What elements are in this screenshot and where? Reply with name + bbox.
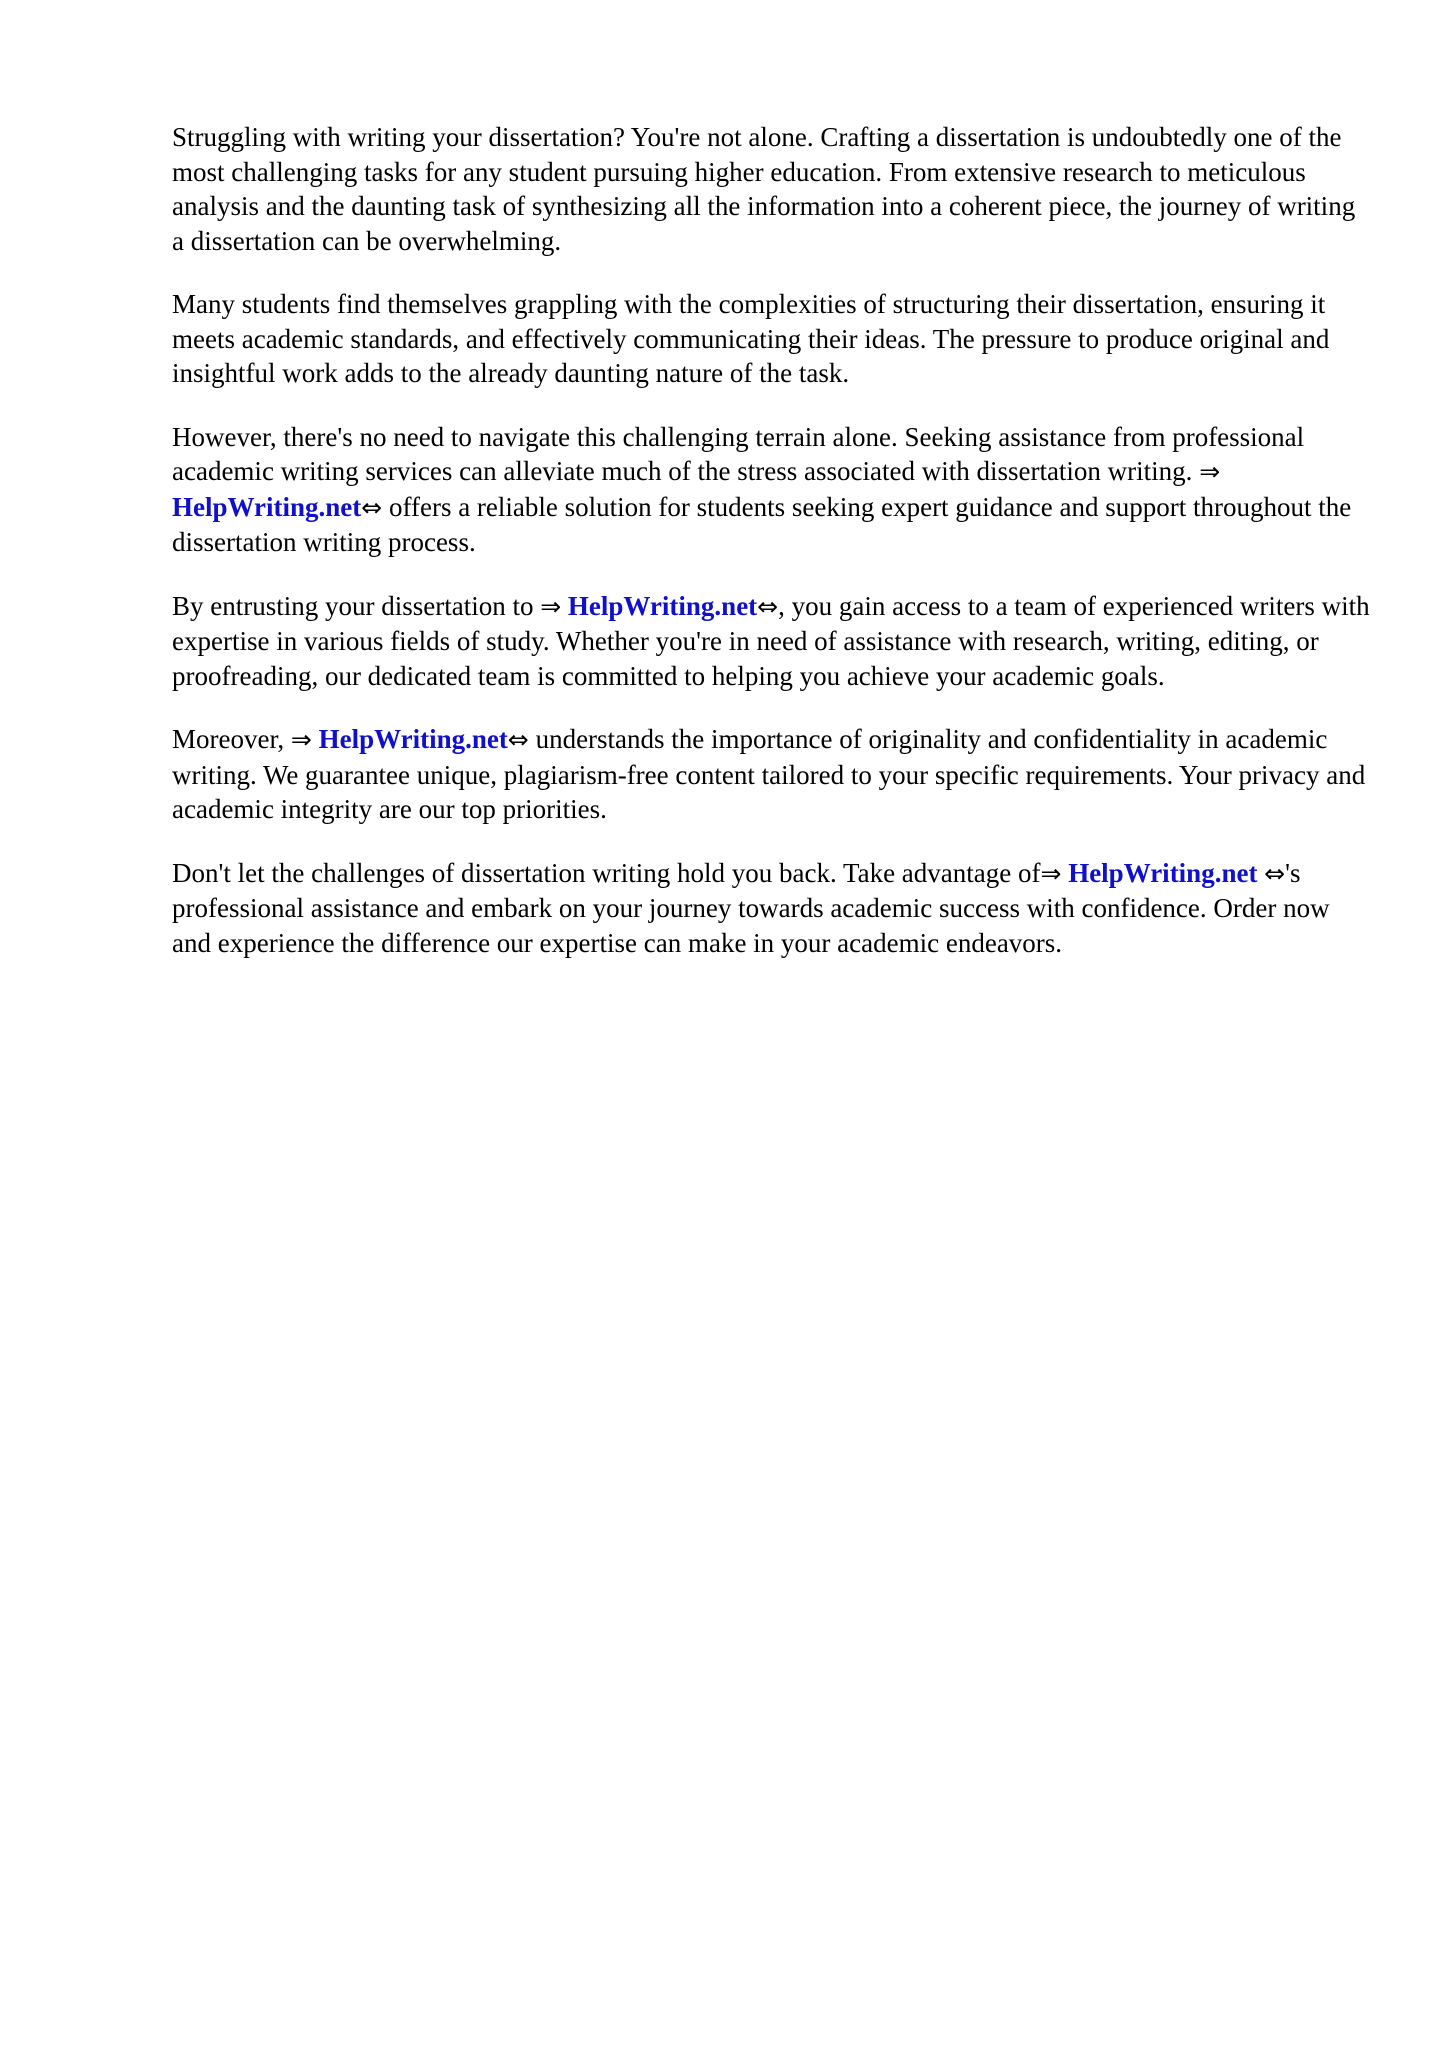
paragraph-originality-text-before: Moreover, bbox=[172, 724, 285, 754]
document-page bbox=[172, 120, 1372, 989]
paragraph-originality-text-after: understands the importance of originality and confidentiality in academic writing. We guarantee unique, plagiarism-free content tailored to your specific requirements. Your privacy and academic integrity are our top priorities. bbox=[172, 724, 1366, 824]
paragraph-call-to-action-text-before: Don't let the challenges of dissertation writing hold you back. Take advantage of bbox=[172, 857, 1041, 888]
helpwriting-link[interactable]: HelpWriting.net bbox=[567, 590, 758, 621]
paragraph-assistance-text-after: offers a reliable solution for students seeking expert guidance and support throughout the dissertation writing process. bbox=[172, 491, 1352, 557]
arrow-both-icon: ⇔ bbox=[757, 591, 779, 621]
arrow-right-icon: ⇒ bbox=[290, 725, 312, 754]
paragraph-assistance-text-before: However, there's no need to navigate this challenging terrain alone. Seeking assistance from professional academic writing services can alleviate much of the stress associated with dissertation writing. bbox=[172, 421, 1305, 486]
paragraph-call-to-action bbox=[172, 856, 1372, 961]
paragraph-intro-text: Struggling with writing your dissertation? You're not alone. Crafting a dissertation is undoubtedly one of the most challenging tasks for any student pursuing higher education. From extensive research to meticulous analysis and the daunting task of synthesizing all the information into a coherent piece, the journey of writing a dissertation can be overwhelming. bbox=[172, 122, 1356, 256]
paragraph-assistance bbox=[172, 420, 1372, 560]
helpwriting-link[interactable]: HelpWriting.net bbox=[318, 724, 508, 754]
arrow-right-icon: ⇒ bbox=[1199, 457, 1221, 486]
helpwriting-link[interactable]: HelpWriting.net bbox=[172, 491, 362, 522]
paragraph-originality bbox=[172, 722, 1372, 827]
arrow-both-icon: ⇔ bbox=[507, 725, 529, 754]
paragraph-entrusting-text-before: By entrusting your dissertation to bbox=[172, 590, 534, 621]
paragraph-entrusting bbox=[172, 589, 1372, 694]
arrow-both-icon: ⇔ bbox=[1264, 858, 1286, 888]
arrow-right-icon: ⇒ bbox=[540, 591, 562, 621]
helpwriting-link[interactable]: HelpWriting.net bbox=[1068, 857, 1258, 888]
paragraph-challenges-text: Many students find themselves grappling with the complexities of structuring their dissertation, ensuring it meets academic standards, and effectively communicating their ideas. The pressure to produce original and insightful work adds to the already daunting nature of the task. bbox=[172, 289, 1330, 388]
arrow-both-icon: ⇔ bbox=[361, 492, 383, 522]
paragraph-challenges bbox=[172, 287, 1372, 391]
paragraph-entrusting-text-after: , you gain access to a team of experienced writers with expertise in various fields of study. Whether you're in need of assistance with research, writing, editing, or proofreading, our dedicated team is committed to helping you achieve your academic goals. bbox=[172, 590, 1370, 691]
arrow-right-icon: ⇒ bbox=[1040, 858, 1062, 888]
paragraph-call-to-action-text-after: 's professional assistance and embark on your journey towards academic success with confidence. Order now and experience the difference our expertise can make in your academic endeavors. bbox=[172, 857, 1330, 958]
paragraph-intro bbox=[172, 120, 1372, 258]
